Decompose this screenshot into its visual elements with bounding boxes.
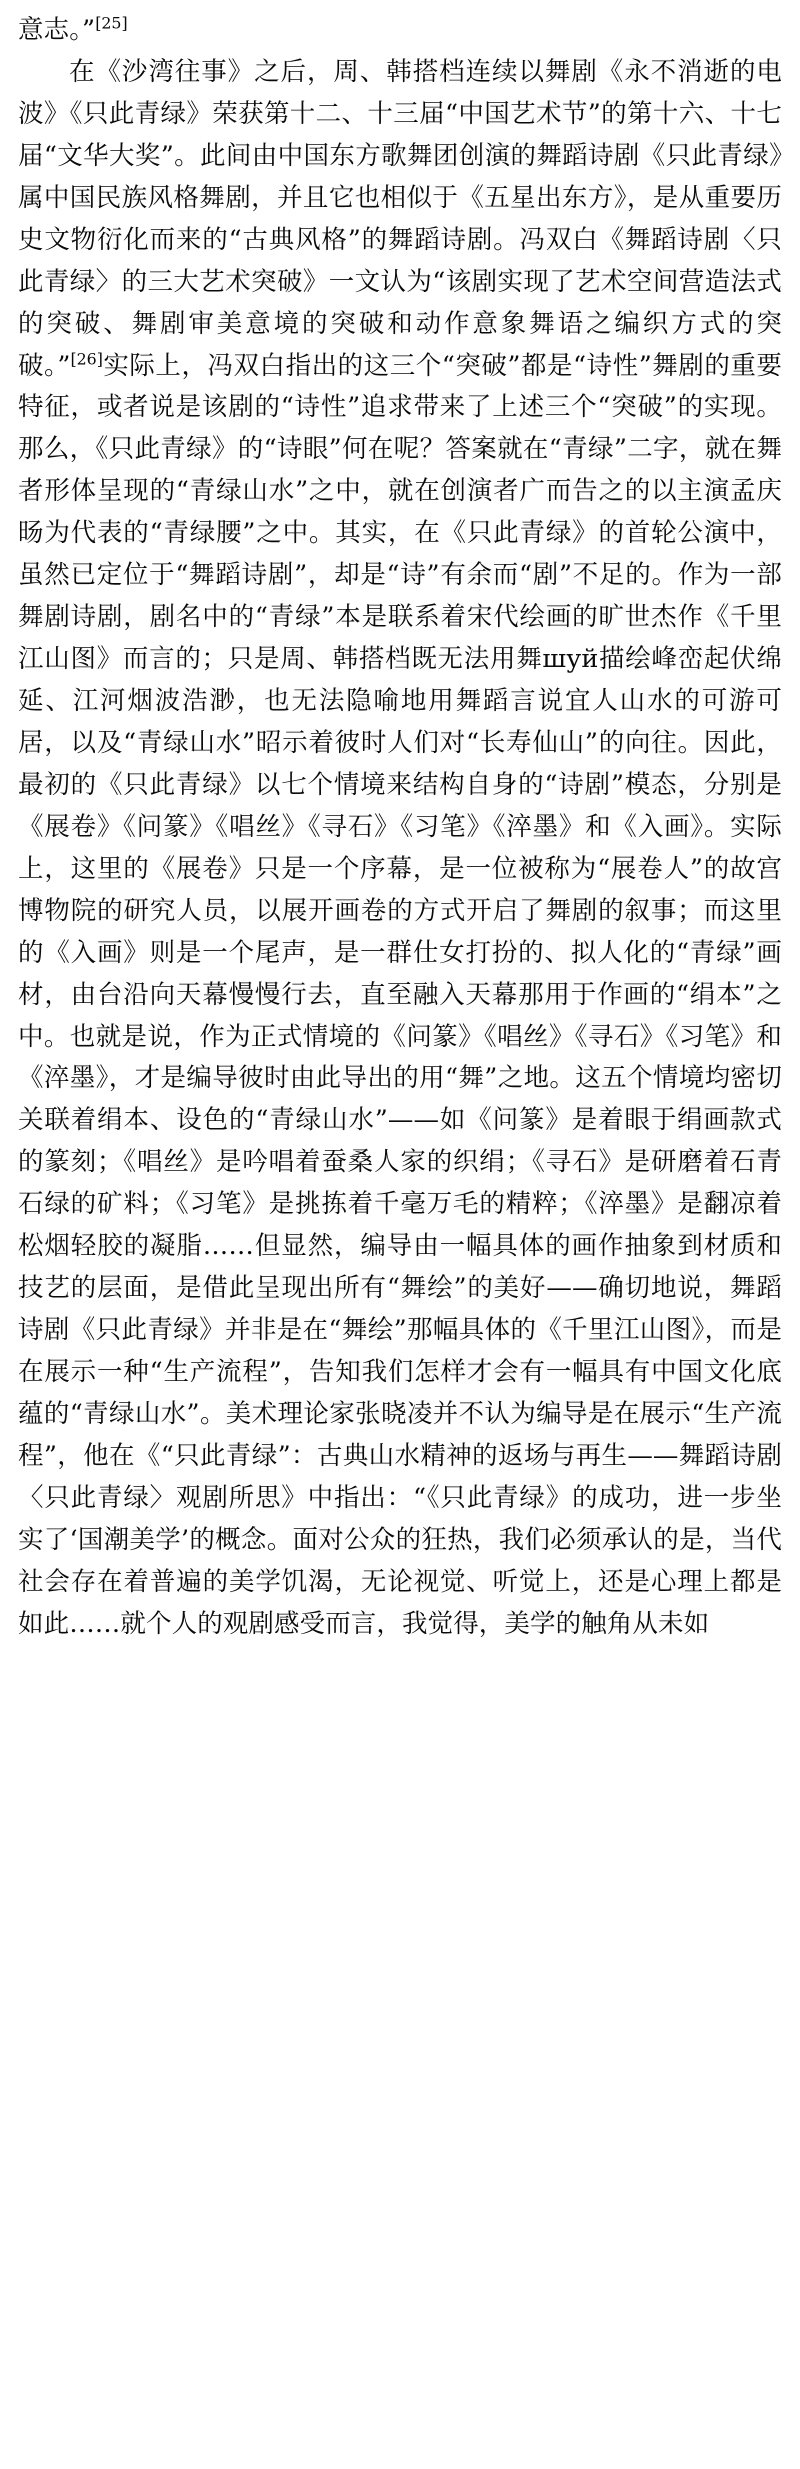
footnote-reference[interactable]: [26] xyxy=(70,349,103,368)
document-body xyxy=(18,10,782,1646)
para-main: 在《沙湾往事》之后，周、韩搭档连续以舞剧《永不消逝的电波》《只此青绿》荣获第十二、十三届“中国艺术节”的第十六、十七届“文华大奖”。此间由中国东方歌舞团创演的舞蹈诗剧《只此青绿》属中国民族风格舞剧，并且它也相似于《五星出东方》，是从重要历史文物衍化而来的“古典风格”的舞蹈诗剧。冯双白《舞蹈诗剧〈只此青绿〉的三大艺术突破》一文认为“该剧实现了艺术空间营造法式的突破、舞剧审美意境的突破和动作意象舞语之编织方式的突破。”[26]实际上，冯双白指出的这三个“突破”都是“诗性”舞剧的重要特征，或者说是该剧的“诗性”追求带来了上述三个“突破”的实现。那么，《只此青绿》的“诗眼”何在呢？答案就在“青绿”二字，就在舞者形体呈现的“青绿山水”之中，就在创演者广而告之的以主演孟庆旸为代表的“青绿腰”之中。其实，在《只此青绿》的首轮公演中，虽然已定位于“舞蹈诗剧”，却是“诗”有余而“剧”不足的。作为一部舞剧诗剧，剧名中的“青绿”本是联系着宋代绘画的旷世杰作《千里江山图》而言的；只是周、韩搭档既无法用舞шуй描绘峰峦起伏绵延、江河烟波浩渺，也无法隐喻地用舞蹈言说宜人山水的可游可居，以及“青绿山水”昭示着彼时人们对“长寿仙山”的向往。因此，最初的《只此青绿》以七个情境来结构自身的“诗剧”模态，分别是《展卷》《问篆》《唱丝》《寻石》《习笔》《淬墨》和《入画》。实际上，这里的《展卷》只是一个序幕，是一位被称为“展卷人”的故宫博物院的研究人员，以展开画卷的方式开启了舞剧的叙事；而这里的《入画》则是一个尾声，是一群仕女打扮的、拟人化的“青绿”画材，由台沿向天幕慢慢行去，直至融入天幕那用于作画的“绢本”之中。也就是说，作为正式情境的《问篆》《唱丝》《寻石》《习笔》和《淬墨》，才是编导彼时由此导出的用“舞”之地。这五个情境均密切关联着绢本、设色的“青绿山水”——如《问篆》是着眼于绢画款式的篆刻；《唱丝》是吟唱着蚕桑人家的织绢；《寻石》是研磨着石青石绿的矿料；《习笔》是挑拣着千毫万毛的精粹；《淬墨》是翻凉着松烟轻胶的凝脂……但显然，编导由一幅具体的画作抽象到材质和技艺的层面，是借此呈现出所有“舞绘”的美好——确切地说，舞蹈诗剧《只此青绿》并非是在“舞绘”那幅具体的《千里江山图》，而是在展示一种“生产流程”，告知我们怎样才会有一幅具有中国文化底蕴的“青绿山水”。美术理论家张晓凌并不认为编导是在展示“生产流程”，他在《“只此青绿”：古典山水精神的返场与再生——舞蹈诗剧〈只此青绿〉观剧所思》中指出：“《只此青绿》的成功，进一步坐实了‘国潮美学’的概念。面对公众的狂热，我们必须承认的是，当代社会存在着普遍的美学饥渴，无论视觉、听觉上，还是心理上都是如此……就个人的观剧感受而言，我觉得，美学的触角从未如 xyxy=(18,56,783,1639)
para-continued: 意志。”[25] xyxy=(18,13,128,45)
footnote-reference[interactable]: [25] xyxy=(95,13,128,33)
